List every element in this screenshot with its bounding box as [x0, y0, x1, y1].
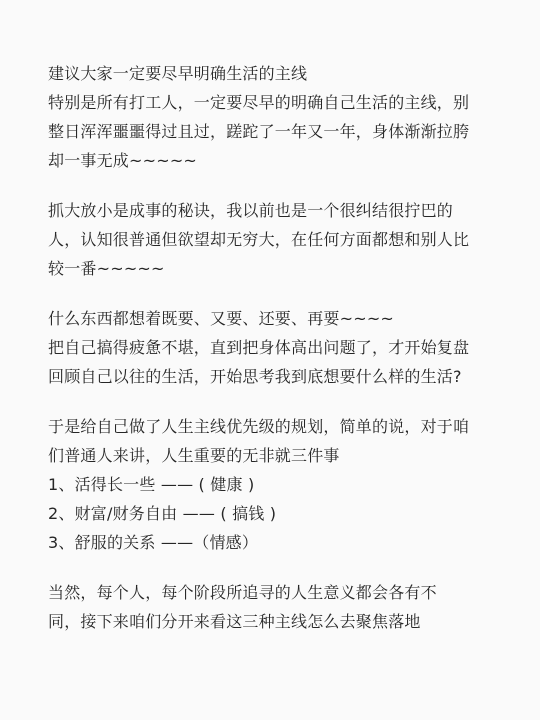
text-line: 当然，每个人，每个阶段所追寻的人生意义都会各有不: [48, 583, 437, 602]
list-item-health: 1、活得长一些 —— ( 健康 ): [48, 475, 255, 494]
text-line: 于是给自己做了人生主线优先级的规划，简单的说，对于咱: [48, 417, 470, 436]
text-line: 却一事无成~~~~~: [48, 151, 198, 170]
paragraph-priorities: [48, 412, 500, 557]
text-line: 整日浑浑噩噩得过且过，蹉跎了一年又一年，身体渐渐拉胯: [48, 122, 470, 141]
list-item-relationship: 3、舒服的关系 ——（情感）: [48, 533, 259, 552]
text-line: 较一番~~~~~: [48, 259, 165, 278]
text-line: 什么东西都想着既要、又要、还要、再要~~~~: [48, 309, 395, 328]
text-line: 建议大家一定要尽早明确生活的主线: [48, 64, 308, 83]
text-line: 同，接下来咱们分开来看这三种主线怎么去聚焦落地: [48, 612, 421, 631]
text-line: 抓大放小是成事的秘诀，我以前也是一个很纠结很拧巴的: [48, 201, 454, 220]
paragraph-conclusion: [48, 578, 500, 636]
text-line: 们普通人来讲，人生重要的无非就三件事: [48, 446, 340, 465]
paragraph-reflection: [48, 304, 500, 391]
paragraph-main-line: [48, 59, 500, 175]
text-line: 把自己搞得疲惫不堪，直到把身体高出问题了，才开始复盘: [48, 338, 470, 357]
paragraph-focus: [48, 196, 500, 283]
text-line: 回顾自己以往的生活，开始思考我到底想要什么样的生活?: [48, 367, 462, 386]
text-line: 特别是所有打工人，一定要尽早的明确自己生活的主线，别: [48, 93, 470, 112]
list-item-wealth: 2、财富/财务自由 —— ( 搞钱 ): [48, 504, 277, 523]
text-line: 人，认知很普通但欲望却无穷大，在任何方面都想和别人比: [48, 230, 470, 249]
